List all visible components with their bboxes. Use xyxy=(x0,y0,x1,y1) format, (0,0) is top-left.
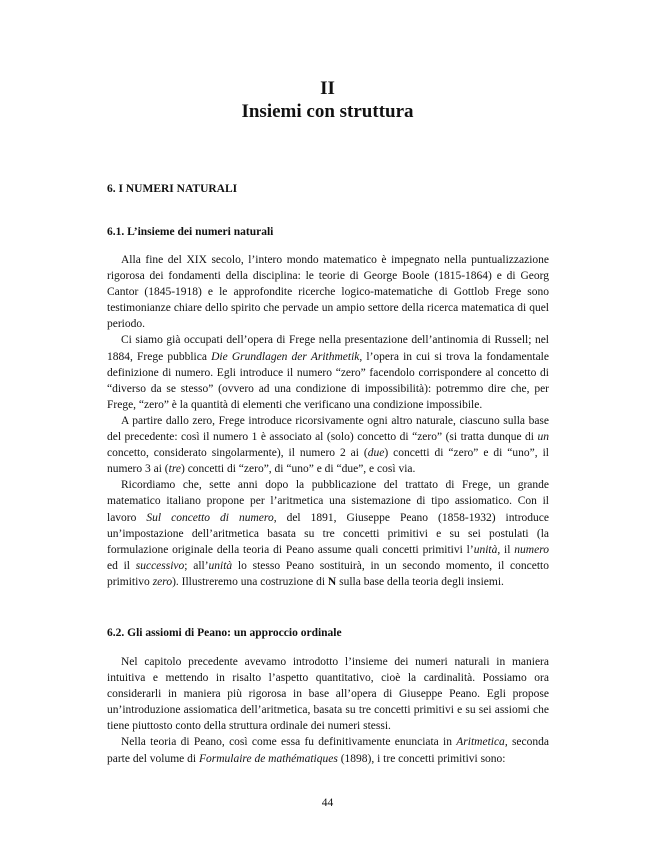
subsection-6-1-body xyxy=(107,252,549,590)
section-heading: 6. I NUMERI NATURALI xyxy=(107,183,238,195)
subsection-heading-6-2: 6.2. Gli assiomi di Peano: un approccio ordinale xyxy=(107,627,342,639)
paragraph: A partire dallo zero, Frege introduce ricorsivamente ogni altro naturale, ciascuno sulla base del precedente: così il numero 1 è associato al (solo) concetto di “zero” (si tratta dunque di un concetto, considerato singolarmente), il numero 2 ai (due) concetti di “zero” e di “uno”, il numero 3 ai (tre) concetti di “zero”, di “uno” e di “due”, e così via. xyxy=(107,414,549,476)
paragraph: Ci siamo già occupati dell’opera di Frege nella presentazione dell’antinomia di Russell; nel 1884, Frege pubblica Die Grundlagen der Arithmetik, l’opera in cui si trova la fondamentale definizione di numero. Egli introduce il numero “zero” facendolo corrispondere al concetto di “diverso da se stesso” (ovvero ad una condizione di impossibilità): potremmo dire che, per Frege, “zero” è la quantità di elementi che verificano una condizione impossibile. xyxy=(107,334,549,411)
page-number: 44 xyxy=(321,797,334,809)
paragraph: Nel capitolo precedente avevamo introdotto l’insieme dei numeri naturali in maniera intuitiva e mettendo in risalto l’aspetto quantitativo, cioè la cardinalità. Possiamo ora considerarli in maniera più rigorosa in base all’opera di Giuseppe Peano. Egli propose un’introduzione assiomatica dell’aritmetica, basata su tre concetti primitivi e su sei assiomi che tiene piuttosto conto della struttura ordinale dei numeri stessi. xyxy=(107,656,549,733)
paragraph: Nella teoria di Peano, così come essa fu definitivamente enunciata in Aritmetica, seconda parte del volume di Formulaire de mathématiques (1898), i tre concetti primitivi sono: xyxy=(107,736,549,765)
subsection-heading-6-1: 6.1. L’insieme dei numeri naturali xyxy=(107,226,274,238)
subsection-6-2-body xyxy=(107,654,549,767)
paragraph: Ricordiamo che, sette anni dopo la pubblicazione del trattato di Frege, un grande matematico italiano propone per l’aritmetica una sistemazione di tipo assiomatico. Con il lavoro Sul concetto di numero, del 1891, Giuseppe Peano (1858-1932) introduce un’impostazione dell’aritmetica basata su tre concetti primitivi e su sei postulati (la formulazione originale della teoria di Peano assume quali concetti primitivi l’unità, il numero ed il successivo; all’unità lo stesso Peano sostituirà, in un secondo momento, il concetto primitivo zero). Illustreremo una costruzione di N sulla base della teoria degli insiemi. xyxy=(107,479,550,588)
paragraph: Alla fine del XIX secolo, l’intero mondo matematico è impegnato nella puntualizzazione rigorosa dei fondamenti della disciplina: le teorie di George Boole (1815-1864) e di Georg Cantor (1845-1918) e le approfondite ricerche logico-matematiche di Gottlob Frege sono testimonianze chiare dello spirito che pervade un ampio settore della ricerca matematica di quel periodo. xyxy=(107,254,550,331)
chapter-number: II xyxy=(320,78,335,99)
chapter-title: Insiemi con struttura xyxy=(241,101,414,122)
